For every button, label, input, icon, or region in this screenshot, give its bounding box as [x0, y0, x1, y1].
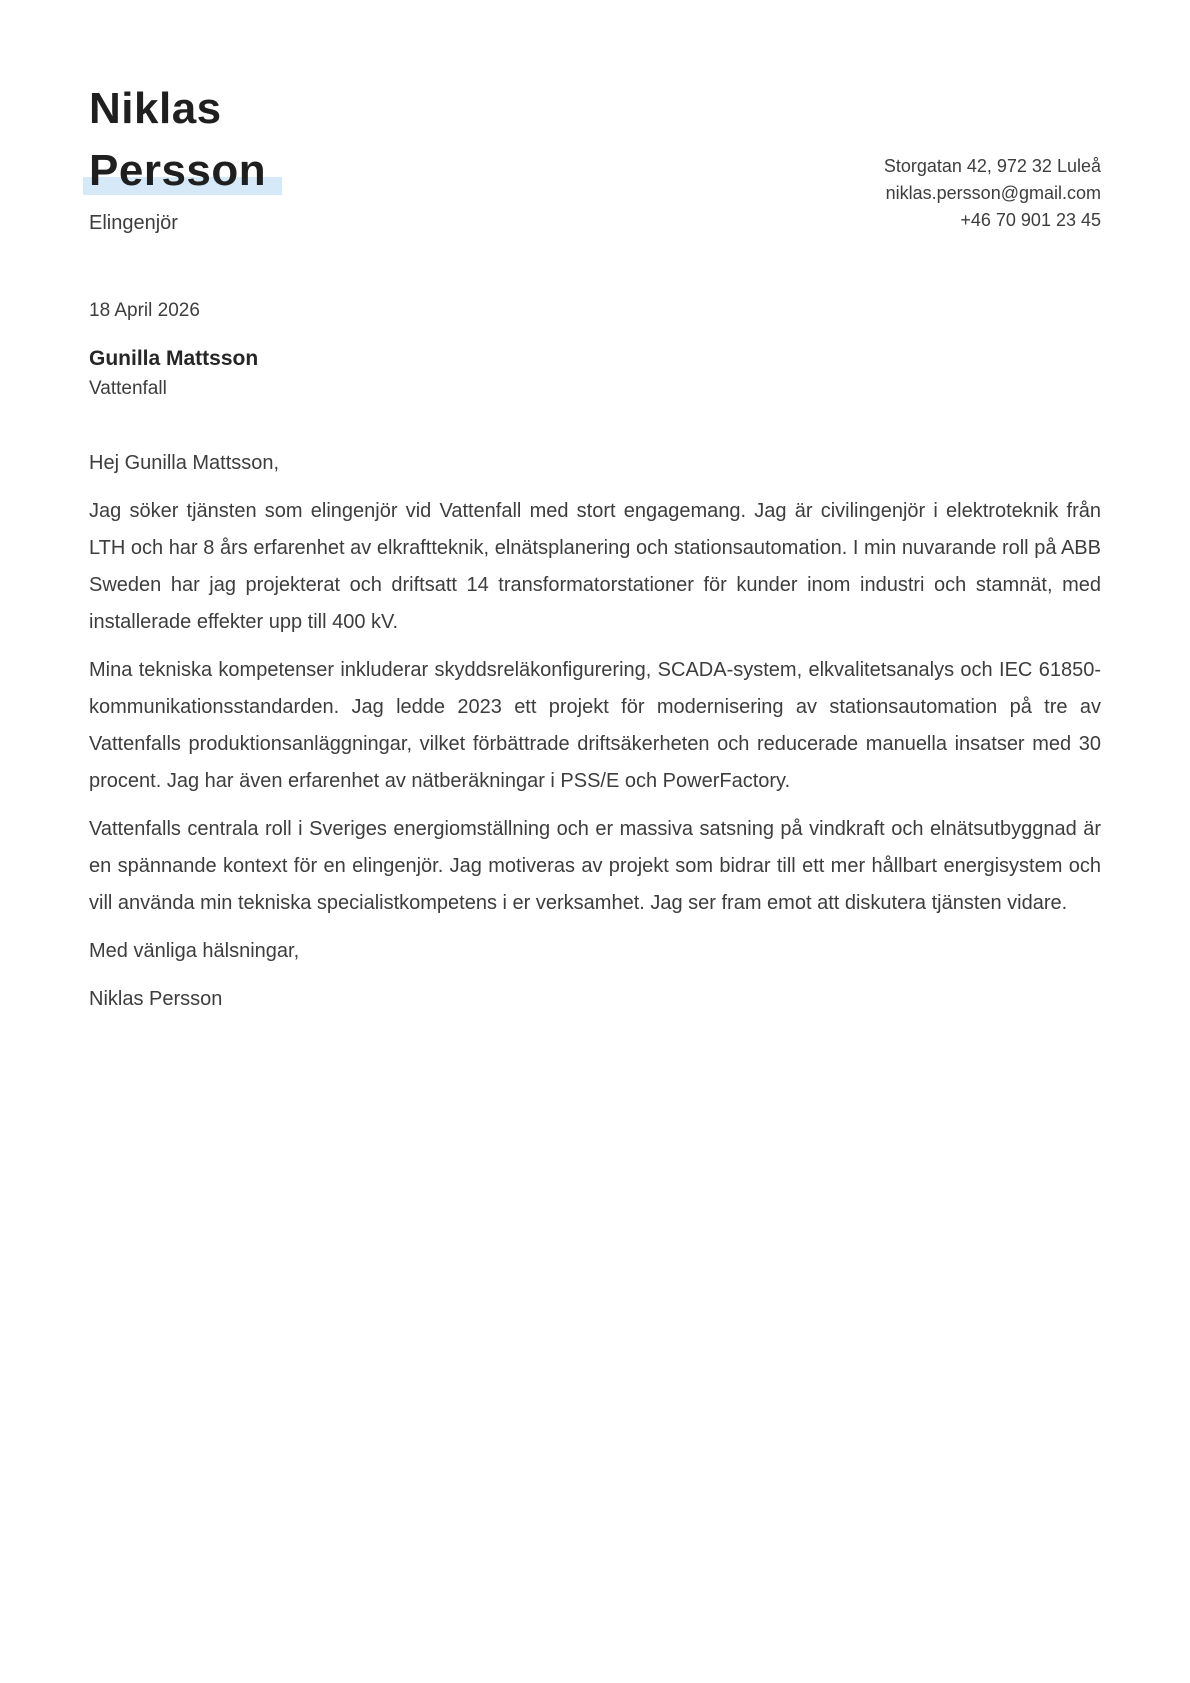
recipient-company: Vattenfall — [89, 378, 167, 399]
letter-content — [89, 297, 1101, 1018]
identity-block — [89, 78, 282, 237]
applicant-first-name: Niklas — [89, 84, 222, 133]
closing-line: Med vänliga hälsningar, — [89, 940, 300, 962]
contact-block — [884, 153, 1101, 237]
recipient-name: Gunilla Mattsson — [89, 347, 259, 370]
letter-body — [89, 445, 1101, 1018]
greeting-line: Hej Gunilla Mattsson, — [89, 452, 280, 474]
letter-header — [89, 78, 1101, 237]
letter-date: 18 April 2026 — [89, 300, 200, 321]
applicant-name — [89, 78, 282, 202]
body-paragraph-2: Mina tekniska kompetenser inkluderar skyddsreläkonfigurering, SCADA-system, elkvalitetsanalys och IEC 61850-kommunikationsstandarden. Jag ledde 2023 ett projekt för modernisering av stationsautomation på tre av Vattenfalls produktionsanläggningar, vilket förbättrade driftsäkerheten och reducerade manuella insatser med 30 procent. Jag har även erfarenhet av nätberäkningar i PSS/E och PowerFactory. — [89, 659, 1101, 792]
signature-name: Niklas Persson — [89, 988, 223, 1010]
applicant-job-title: Elingenjör — [89, 212, 178, 234]
body-paragraph-1: Jag söker tjänsten som elingenjör vid Vattenfall med stort engagemang. Jag är civilingenjör i elektroteknik från LTH och har 8 års erfarenhet av elkraftteknik, elnätsplanering och stationsautomation. I min nuvarande roll på ABB Sweden har jag projekterat och driftsatt 14 transformatorstationer för kunder inom industri och stamnät, med installerade effekter upp till 400 kV. — [89, 500, 1101, 633]
contact-email: niklas.persson@gmail.com — [885, 183, 1101, 203]
applicant-last-name: Persson — [83, 140, 282, 202]
contact-phone: +46 70 901 23 45 — [960, 210, 1101, 230]
contact-address: Storgatan 42, 972 32 Luleå — [883, 156, 1101, 176]
body-paragraph-3: Vattenfalls centrala roll i Sveriges energiomställning och er massiva satsning på vindkraft och elnätsutbyggnad är en spännande kontext för en elingenjör. Jag motiveras av projekt som bidrar till ett mer hållbart energisystem och vill använda min tekniska specialistkompetens i er verksamhet. Jag ser fram emot att diskutera tjänsten vidare. — [89, 818, 1101, 914]
recipient-block — [89, 343, 1101, 403]
